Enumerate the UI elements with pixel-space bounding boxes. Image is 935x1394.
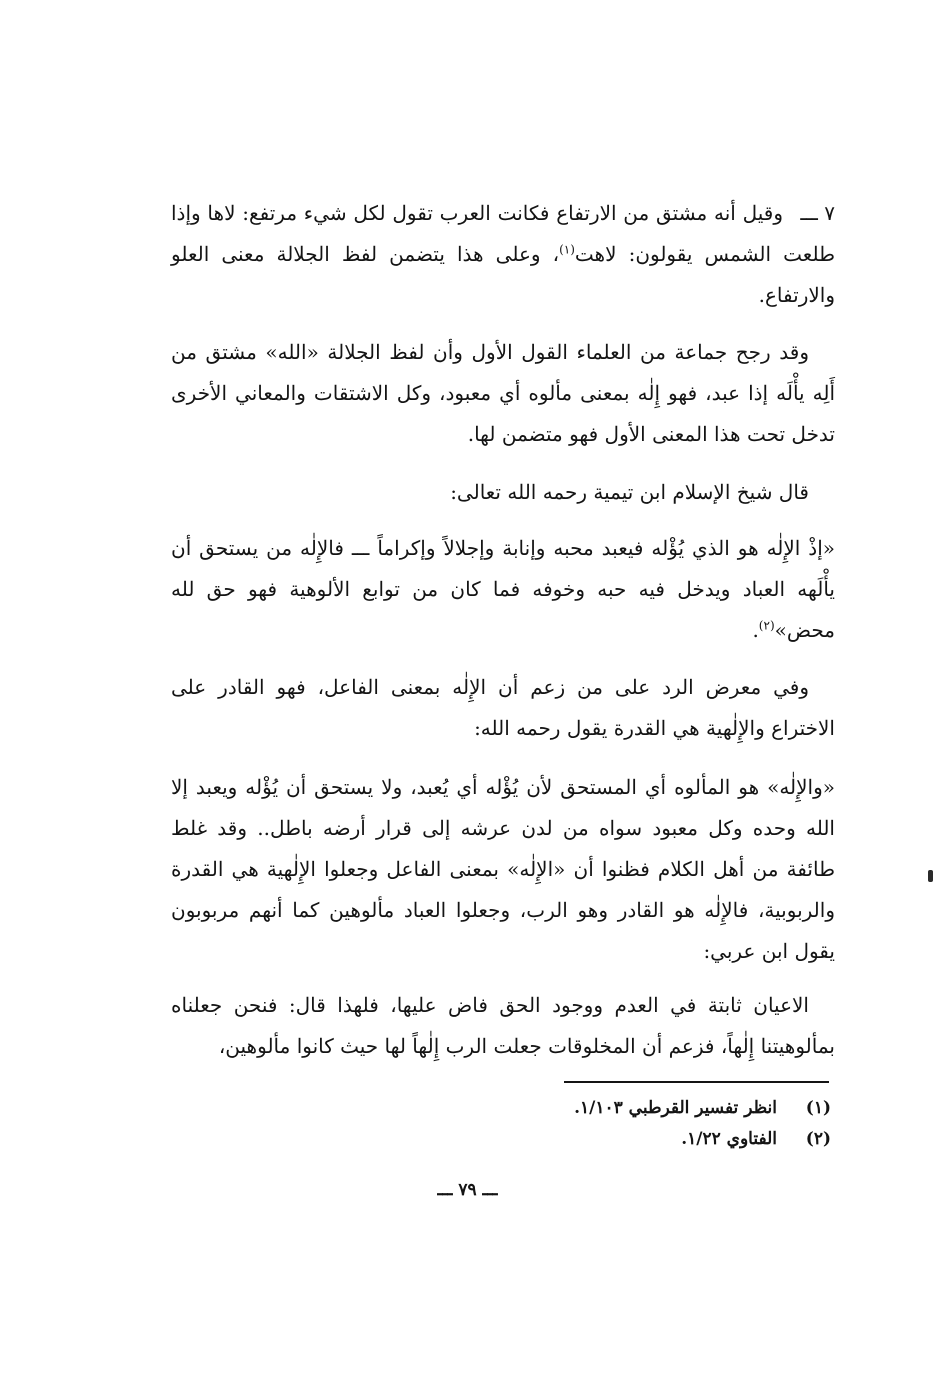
paragraph-text: وقد رجح جماعة من العلماء القول الأول وأن لفظ الجلالة «الله» مشتق من أَلِه يأْلَه إذا عبد، فهو إِلٰه بمعنى مألوه أي معبود، وكل الاشتقات والمعاني الأخرى تدخل تحت هذا المعنى الأول فهو متضمن لها. [171, 340, 835, 446]
paragraph-text: الاعيان ثابتة في العدم ووجود الحق فاض عليها، فلهذا قال: فنحن جعلناه بمألوهيتنا إِلٰهاً، فزعم أن المخلوقات جعلت الرب إِلٰهاً لها حيث كانوا مألوهين، [171, 993, 835, 1058]
paragraph-text: قال شيخ الإسلام ابن تيمية رحمه الله تعالى: [450, 480, 809, 504]
footnote-1 [331, 1093, 831, 1124]
paragraph-etymology-preferred [171, 332, 835, 455]
footnote-text: انظر تفسير القرطبي ١/١٠٣. [574, 1098, 777, 1118]
paragraph-quote-intro [171, 472, 835, 513]
footnote-text: الفتاوي ١/٢٢. [681, 1129, 777, 1149]
paragraph-quote-ilah [171, 767, 835, 972]
paragraph-text-continued: . [752, 618, 759, 642]
footnote-2 [331, 1124, 831, 1155]
paragraph-ayan [171, 985, 835, 1067]
footnote-number: (١) [805, 1098, 831, 1118]
footnotes [331, 1093, 831, 1155]
footnote-ref-1[interactable]: (١) [559, 242, 575, 257]
paragraph-text: «والإِلٰه» هو المألوه أي المستحق لأن يُؤْله أي يُعبد، ولا يستحق أن يُؤْله ويعبد إلا الله وحده وكل معبود سواه من لدن عرشه إلى قرار أرضه باطل.. وقد غلط طائفة من أهل الكلام فظنوا أن «الإِلٰه» بمعنى الفاعل وجعلوا الإِلٰهية هي القدرة والربوبية، فالإِلٰه هو القادر وهو الرب، وجعلوا العباد مألوهين كما أنهم مربوبون يقول ابن عربي: [171, 775, 835, 963]
scan-mark [928, 870, 933, 882]
paragraph-text: وفي معرض الرد على من زعم أن الإِلٰه بمعنى الفاعل، فهو القادر على الاختراع والإِلٰهية هي القدرة يقول رحمه الله: [171, 675, 835, 740]
paragraph-numbered-7 [171, 193, 835, 316]
item-number: ٧ ـــ [800, 201, 835, 225]
footnote-ref-2[interactable]: (٢) [758, 618, 775, 633]
footnote-separator [564, 1081, 829, 1083]
paragraph-text: «إذْ الإِلٰه هو الذي يُؤْله فيعبد محبه وإنابة وإجلالاً وإكراماً ـــ فالإِلٰه من يستحق أن يأْلَهه العباد ويدخل فيه حبه وخوفه فما كان من توابع الألوهية فهو حق لله محض» [171, 536, 835, 642]
paragraph-text: وقيل أنه مشتق من الارتفاع فكانت العرب تقول لكل شيء مرتفع: لاها وإذا طلعت الشمس يقولون: لاهت [171, 201, 835, 266]
paragraph-quote-ibn-taymiyya [171, 528, 835, 651]
page-number: ـــ ٧٩ ـــ [437, 1180, 498, 1200]
paragraph-text-continued: ، وعلى هذا يتضمن لفظ الجلالة معنى العلو والارتفاع. [171, 242, 835, 307]
paragraph-refutation-intro [171, 667, 835, 749]
footnote-number: (٢) [805, 1129, 831, 1149]
